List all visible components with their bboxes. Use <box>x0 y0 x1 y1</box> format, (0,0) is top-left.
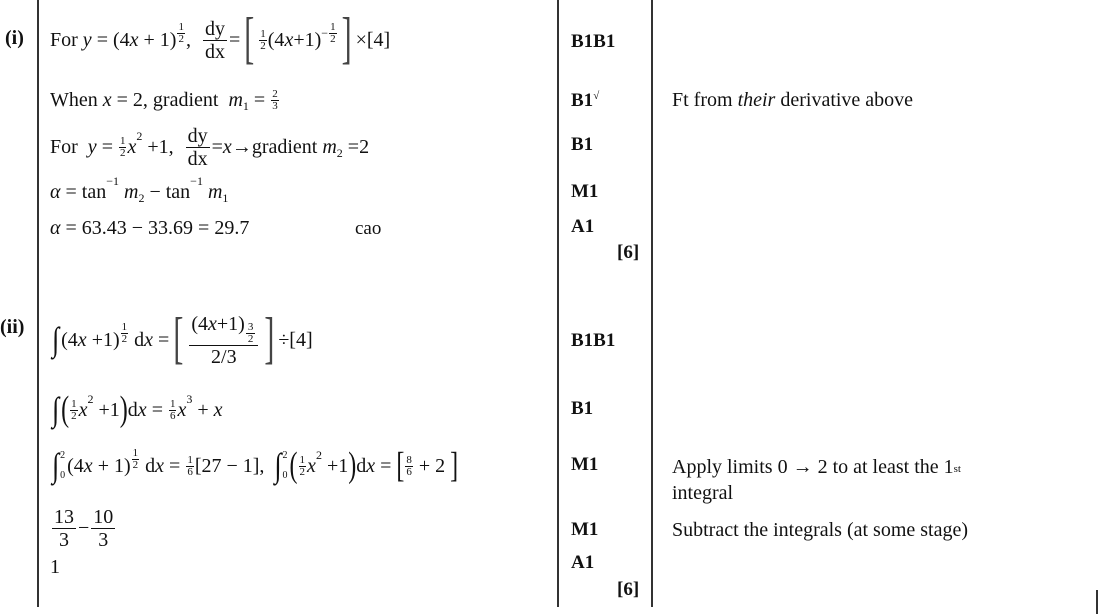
math-text: + 2 <box>413 454 451 477</box>
lower-limit: 0 <box>60 470 66 481</box>
math-text: +1, <box>142 135 184 158</box>
math-text: − <box>321 26 329 40</box>
superscript: 2 <box>315 448 322 462</box>
math-variable: x <box>137 398 147 421</box>
math-text: + <box>192 398 214 421</box>
math-variable: m <box>228 88 243 111</box>
math-variable: x <box>366 454 376 477</box>
math-variable: m <box>124 180 139 203</box>
numerator: 2 <box>272 87 278 100</box>
math-variable: x <box>102 88 112 111</box>
working-line <box>52 307 313 371</box>
math-text: d <box>140 454 156 477</box>
superscript: 2 <box>87 392 94 406</box>
mark: M1 <box>571 519 599 540</box>
math-text: When <box>50 88 103 111</box>
math-text: = <box>375 454 397 477</box>
bracket: [ <box>244 7 255 71</box>
numerator: 3 <box>247 320 254 333</box>
integral <box>274 446 288 485</box>
paren: ( <box>289 445 298 485</box>
math-text: (4 <box>267 28 285 51</box>
comment-line <box>672 455 961 481</box>
subscript: 1 <box>222 191 229 205</box>
numerator: 1 <box>260 27 266 40</box>
fraction <box>246 322 256 345</box>
integral <box>52 390 60 429</box>
math-text: +1) <box>293 28 322 51</box>
numerator: 1 <box>132 447 139 459</box>
math-text: = <box>146 398 168 421</box>
math-variable: x <box>129 28 139 51</box>
math-text: = <box>153 328 170 351</box>
part-label-ii: (ii) <box>0 316 25 338</box>
bracket: ] <box>264 307 275 371</box>
math-text: d <box>129 328 145 351</box>
paren: ( <box>61 389 70 429</box>
math-variable: x <box>177 398 187 421</box>
math-variable: x <box>78 398 88 421</box>
math-text: +1) <box>86 328 120 351</box>
mark: M1 <box>571 181 599 202</box>
fraction <box>132 448 140 471</box>
math-variable: x <box>83 454 93 477</box>
numerator: 1 <box>299 453 306 466</box>
mark: M1 <box>571 454 599 475</box>
math-text: = <box>211 135 223 158</box>
math-text: →gradient <box>231 135 323 158</box>
numerator: dy <box>187 124 208 147</box>
fraction <box>186 455 194 478</box>
math-text: For <box>50 135 88 158</box>
math-variable: x <box>213 398 223 421</box>
table-border-marks-left <box>557 0 559 607</box>
denominator: 6 <box>169 409 176 422</box>
math-variable: x <box>284 28 294 51</box>
fraction <box>189 313 258 368</box>
fraction <box>52 506 76 551</box>
fraction <box>186 125 210 170</box>
denominator: dx <box>204 40 225 63</box>
integral-limits <box>283 451 288 481</box>
math-text: (4 <box>191 312 208 335</box>
math-text: , <box>185 28 201 51</box>
subscript: 2 <box>138 191 145 205</box>
integral <box>52 446 66 485</box>
math-text: d <box>356 454 367 477</box>
total-marks: [6] <box>617 579 640 600</box>
fraction <box>91 506 115 551</box>
math-text: +1) <box>216 312 245 335</box>
math-text: = tan <box>60 180 107 203</box>
fraction <box>177 22 185 45</box>
math-variable: x <box>155 454 165 477</box>
table-border-marks-right <box>651 0 653 607</box>
math-variable: α <box>50 216 61 239</box>
math-variable: x <box>77 328 87 351</box>
denominator: 2 <box>121 333 128 345</box>
paren: ) <box>119 389 128 429</box>
fraction <box>119 136 127 159</box>
math-variable: m <box>322 135 337 158</box>
fraction <box>405 455 413 478</box>
denominator: 3 <box>98 528 109 551</box>
math-variable: x <box>222 135 232 158</box>
math-variable: their <box>737 89 776 111</box>
fraction <box>70 399 78 422</box>
math-variable: y <box>87 135 97 158</box>
math-text: For <box>50 28 83 51</box>
integral-sign: ∫ <box>274 446 282 485</box>
math-text: = <box>164 454 186 477</box>
numerator: 1 <box>187 453 193 466</box>
ft-tick-icon: √ <box>593 90 600 102</box>
superscript: 3 <box>186 392 193 406</box>
table-border-right-fragment <box>1096 590 1098 614</box>
fraction <box>203 18 227 63</box>
math-text: − tan <box>144 180 191 203</box>
table-border-left <box>37 0 39 607</box>
mark: B1 <box>571 398 594 419</box>
mark: A1 <box>571 216 595 237</box>
math-text: (4 <box>67 454 84 477</box>
paren: ] <box>450 445 459 485</box>
denominator: 2 <box>247 332 254 345</box>
mark-text: B1 <box>571 90 594 111</box>
mark: B1 <box>571 134 594 155</box>
bracket: ] <box>341 7 352 71</box>
math-variable: α <box>50 180 61 203</box>
paren: ) <box>348 445 357 485</box>
denominator: 2/3 <box>211 345 237 368</box>
denominator: 2 <box>132 459 139 471</box>
working-line <box>52 390 223 430</box>
denominator: dx <box>187 147 208 170</box>
integral-sign: ∫ <box>52 390 60 429</box>
comment <box>672 455 961 505</box>
math-text: +1 <box>93 398 120 421</box>
math-text: − <box>78 516 90 539</box>
upper-limit: 2 <box>60 450 66 461</box>
mark: B1B1 <box>571 31 616 52</box>
working-line <box>50 505 117 551</box>
numerator: 1 <box>71 397 77 410</box>
integral <box>52 320 60 359</box>
working-line <box>50 124 370 170</box>
math-variable: x <box>207 312 217 335</box>
integral-sign: ∫ <box>52 320 60 359</box>
math-text: = 2, gradient <box>111 88 229 111</box>
denominator: 2 <box>299 465 306 478</box>
upper-limit: 2 <box>282 450 288 461</box>
math-text: derivative above <box>775 89 914 111</box>
math-text: (4 <box>61 328 78 351</box>
denominator: 3 <box>272 99 278 112</box>
working-line <box>50 7 391 71</box>
math-text: 1 <box>50 555 60 578</box>
math-text: ×[4] <box>355 28 391 51</box>
working-line <box>50 80 280 120</box>
fraction <box>329 22 337 45</box>
numerator: 8 <box>406 453 412 466</box>
superscript: 2 <box>136 129 143 143</box>
fraction <box>259 29 267 52</box>
fraction <box>169 399 177 422</box>
fraction <box>271 89 279 112</box>
integral-limits <box>60 451 65 481</box>
math-text: ÷[4] <box>278 328 313 351</box>
math-text: = (4 <box>91 28 130 51</box>
mark <box>571 90 599 112</box>
working-line <box>50 172 228 212</box>
superscript <box>321 22 337 45</box>
math-text: +1 <box>321 454 349 477</box>
subscript: 2 <box>336 146 343 160</box>
math-text: Ft from <box>672 89 738 111</box>
comment <box>672 88 913 112</box>
mark: B1B1 <box>571 330 616 351</box>
superscript <box>131 448 141 471</box>
mark: A1 <box>571 552 595 573</box>
lower-limit: 0 <box>282 470 288 481</box>
denominator: 6 <box>187 465 193 478</box>
denominator: 2 <box>119 146 126 159</box>
denominator: 2 <box>330 33 336 45</box>
math-text: + 1) <box>92 454 131 477</box>
numerator: 1 <box>121 321 128 333</box>
denominator: 6 <box>406 465 412 478</box>
denominator: 2 <box>178 33 184 45</box>
working-line <box>52 446 458 486</box>
denominator: 2 <box>71 409 77 422</box>
math-variable: x <box>127 135 137 158</box>
numerator <box>189 313 258 346</box>
bracket: [ <box>173 307 184 371</box>
numerator: 1 <box>119 134 126 147</box>
subscript: 1 <box>242 99 249 113</box>
math-variable: x <box>144 328 154 351</box>
math-variable: m <box>207 180 223 203</box>
denominator: 3 <box>59 528 69 551</box>
working-line <box>50 208 249 248</box>
numerator: 1 <box>169 397 176 410</box>
math-text: Apply limits 0 → 2 to at least the 1 <box>672 456 954 478</box>
superscript: st <box>953 463 961 475</box>
numerator: 10 <box>93 505 114 528</box>
math-text: = <box>96 135 118 158</box>
math-text: = <box>228 28 241 51</box>
cao-note: cao <box>355 218 382 239</box>
numerator: 1 <box>178 21 184 33</box>
total-marks: [6] <box>617 242 640 263</box>
math-text: d <box>127 398 138 421</box>
numerator: 1 <box>330 21 336 33</box>
math-text: =2 <box>342 135 370 158</box>
superscript <box>245 322 257 345</box>
comment-line: integral <box>672 482 734 504</box>
math-variable: y <box>82 28 92 51</box>
comment: Subtract the integrals (at some stage) <box>672 519 969 541</box>
math-text: = 63.43 − 33.69 = 29.7 <box>60 216 250 239</box>
numerator: dy <box>204 17 225 40</box>
superscript: −1 <box>190 174 203 188</box>
math-text: + 1) <box>138 28 177 51</box>
fraction <box>121 322 129 345</box>
math-text: [27 − 1], <box>194 454 275 477</box>
superscript <box>176 22 186 45</box>
superscript: −1 <box>106 174 119 188</box>
superscript <box>120 322 130 345</box>
denominator: 2 <box>260 39 266 52</box>
paren: [ <box>396 445 405 485</box>
numerator: 13 <box>54 505 74 528</box>
fraction <box>299 455 307 478</box>
working-line <box>50 547 60 587</box>
part-label-i: (i) <box>5 27 24 49</box>
integral-sign: ∫ <box>52 446 60 485</box>
math-text: = <box>248 88 271 111</box>
math-variable: x <box>307 454 316 477</box>
